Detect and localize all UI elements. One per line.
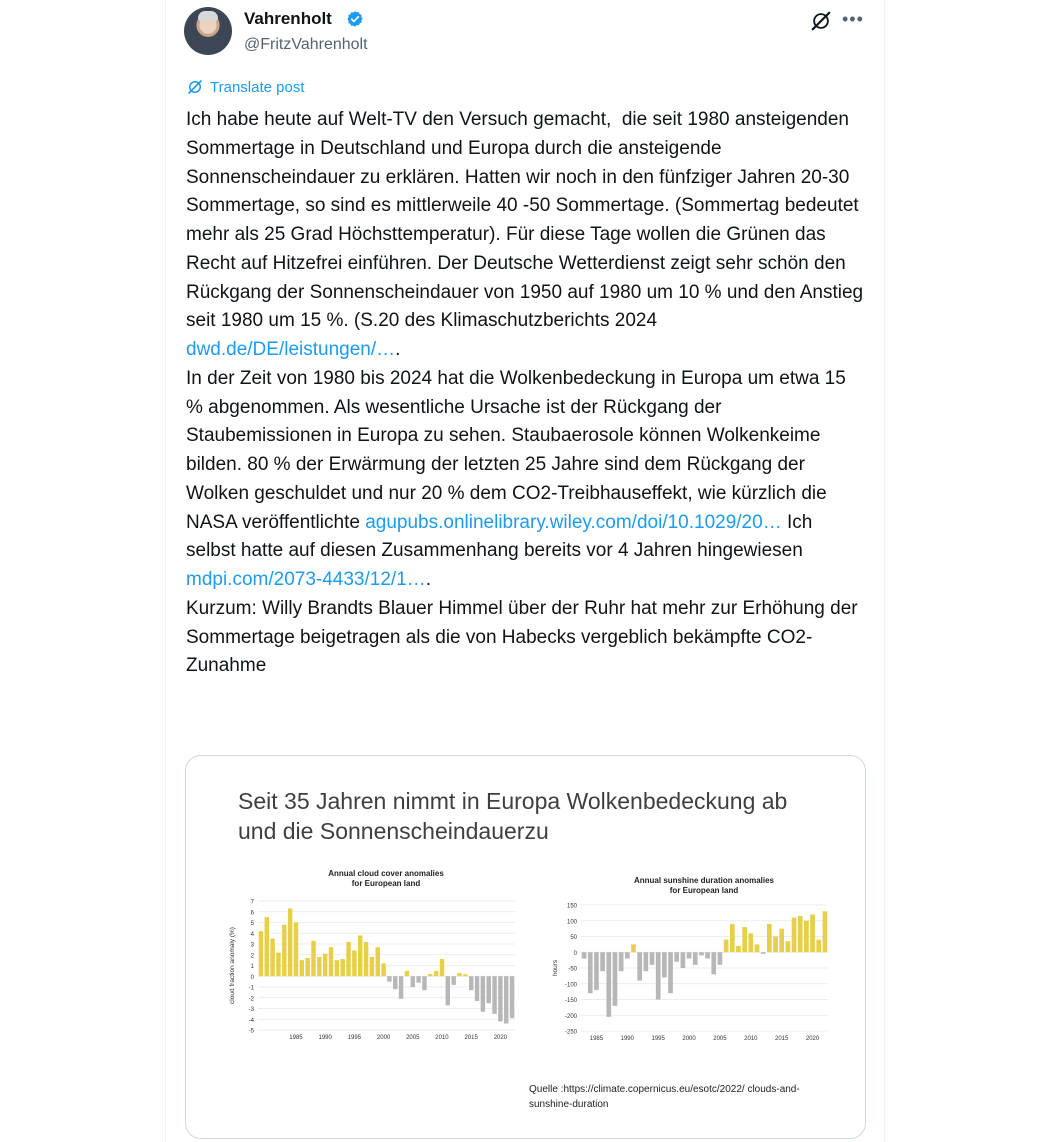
y-axis-label: cloud fraction anomaly (%) (229, 927, 236, 1004)
bar (718, 952, 723, 965)
bar (804, 921, 809, 953)
bar (422, 976, 426, 990)
bar (265, 917, 269, 976)
bar (693, 952, 698, 965)
y-tick-label: 7 (250, 899, 254, 906)
post-text-segment: . (395, 339, 401, 360)
bar (446, 976, 450, 1005)
bar (600, 952, 605, 971)
x-tick-label: 2000 (376, 1035, 391, 1041)
bar (340, 959, 344, 976)
author-handle[interactable]: @FritzVahrenholt (244, 36, 368, 53)
verified-badge-icon (346, 10, 364, 28)
bar (588, 952, 593, 993)
x-tick-label: 2005 (406, 1035, 420, 1041)
x-tick-label: 2005 (713, 1036, 727, 1042)
chart-title: Annual cloud cover anomalies (328, 869, 444, 878)
x-tick-label: 2020 (805, 1036, 820, 1042)
y-tick-label: 150 (566, 903, 577, 910)
bar (699, 952, 704, 955)
translate-icon (186, 78, 204, 96)
bar (469, 976, 473, 990)
post-text-segment: . (425, 569, 432, 590)
x-tick-label: 2010 (744, 1036, 758, 1042)
post-paragraph (186, 106, 869, 365)
bar (317, 957, 321, 976)
x-tick-label: 2010 (435, 1035, 449, 1041)
bar (606, 952, 611, 1017)
bar (335, 960, 339, 976)
bar (742, 927, 747, 952)
bar (463, 974, 467, 976)
bar (619, 952, 624, 971)
bar (346, 942, 350, 976)
bar (773, 937, 778, 953)
bar (674, 952, 679, 961)
bar (282, 925, 286, 977)
bar (358, 935, 362, 976)
y-tick-label: -1 (248, 985, 254, 992)
bar (681, 952, 686, 968)
y-tick-label: 5 (250, 921, 254, 927)
grok-icon[interactable] (810, 10, 832, 32)
post-paragraph (186, 595, 866, 681)
bar (650, 952, 655, 965)
y-tick-label: 1 (250, 964, 254, 970)
bar (393, 976, 397, 989)
y-tick-label: -250 (564, 1029, 577, 1036)
x-tick-label: 1990 (620, 1036, 634, 1042)
bar (370, 957, 374, 976)
slide-title-line-1: Seit 35 Jahren nimmt in Europa Wolkenbedeckung ab (238, 788, 788, 814)
bar (434, 971, 438, 976)
bar (510, 976, 514, 1018)
chart-group (229, 869, 515, 1041)
avatar[interactable] (184, 7, 232, 55)
bar (662, 952, 667, 977)
post-text-segment: In der Zeit von 1980 bis 2024 hat die Wolkenbedeckung in Europa um etwa 15 % abgenommen. Als wesentliche Ursache ist der Rückgang der Staubemissionen in Europa zu sehen. Staubaerosole können Wolkenkeime bilden. 80 % der Erwärmung der letzten 25 Jahre sind dem Rückgang der Wolken geschuldet und nur 20 % dem CO2-Treibhauseffekt, wie kürzlich die NASA veröffentlichte (186, 367, 852, 533)
bar (451, 976, 455, 985)
x-tick-label: 1995 (347, 1035, 362, 1041)
bar (288, 909, 292, 977)
avatar-hair (198, 11, 218, 21)
bar (798, 916, 803, 952)
bar (399, 976, 403, 999)
chart-title: for European land (669, 886, 739, 895)
bar (259, 931, 263, 976)
y-tick-label: -3 (248, 1007, 254, 1013)
y-tick-label: 0 (250, 974, 254, 981)
bar (481, 976, 485, 1011)
bar (294, 923, 298, 977)
bar (457, 973, 461, 976)
x-tick-label: 1985 (289, 1035, 303, 1041)
bar (376, 947, 380, 976)
post-paragraph (186, 365, 866, 595)
bar (387, 976, 391, 981)
bar (816, 940, 821, 953)
translate-post-link[interactable] (186, 78, 305, 96)
bar (582, 952, 587, 958)
translate-post-label: Translate post (210, 78, 305, 96)
bar (625, 952, 630, 958)
bar (300, 960, 304, 976)
x-tick-label: 1995 (651, 1036, 665, 1042)
bar (637, 952, 642, 980)
bar (504, 976, 508, 1023)
bar (656, 952, 661, 999)
bar (498, 976, 502, 1021)
source-line-2: sunshine-duration (529, 1099, 609, 1110)
post-media-image[interactable] (185, 755, 866, 1139)
bar (440, 959, 444, 976)
y-tick-label: 100 (566, 919, 577, 926)
bar (711, 952, 716, 974)
y-tick-label: 6 (250, 910, 254, 917)
post-text-segment: Ich habe heute auf Welt-TV den Versuch gemacht, die seit 1980 ansteigenden Sommertage in Deutschland und Europa durch die ansteigende Sonnenscheindauer zu erklären. Hatten wir noch in den fünfziger Jahren 20-30 Sommertage, so sind es mittlerweile 40 -50 Sommertage. (Sommertag bedeutet mehr als 25 Grad Höchsttemperatur). Für diese Tage wollen die Grünen das Recht auf Hitzefrei einführen. Der Deutsche Wetterdienst zeigt sehr schön den Rückgang der Sonnenscheindauer von 1950 auf 1980 um 10 % und den Anstieg seit 1980 um 15 %. (S.20 des Klimaschutzberichts 2024 (186, 109, 869, 332)
bar (767, 924, 772, 952)
y-tick-label: -5 (248, 1028, 254, 1035)
bar (668, 952, 673, 993)
bar (323, 954, 327, 977)
post-text-segment: Kurzum: Willy Brandts Blauer Himmel über der Ruhr hat mehr zur Erhöhung der Sommertage beigetragen als die von Habecks vergeblich bekämpfte CO2-Zunahme (186, 597, 863, 677)
bar (786, 941, 791, 952)
y-tick-label: 2 (250, 953, 254, 960)
bar (270, 939, 274, 977)
bar (594, 952, 599, 990)
bar (411, 976, 415, 987)
post-link[interactable]: agupubs.onlinelibrary.wiley.com/doi/10.1029/20… (365, 511, 782, 533)
bar (736, 946, 741, 952)
y-tick-label: -150 (564, 998, 577, 1004)
chart-group (552, 876, 828, 1042)
bar (381, 963, 385, 976)
bar (492, 976, 496, 1014)
chart-title: for European land (351, 879, 421, 888)
slide-title-line-2: und die Sonnenscheindauerzu (238, 818, 549, 844)
post-link[interactable]: mdpi.com/2073-4433/12/1… (186, 569, 426, 590)
bar (329, 947, 333, 976)
bar (687, 952, 692, 958)
bar (730, 924, 735, 952)
y-tick-label: -200 (564, 1013, 577, 1020)
bar (613, 952, 618, 1006)
x-tick-label: 2015 (775, 1036, 789, 1042)
source-line-1: Quelle :https://climate.copernicus.eu/esotc/2022/ clouds-and- (529, 1084, 800, 1095)
y-tick-label: -50 (568, 966, 577, 973)
bar (475, 976, 479, 1001)
y-tick-label: -100 (564, 982, 577, 989)
y-tick-label: 50 (570, 935, 577, 941)
bar (405, 971, 409, 976)
x-tick-label: 2020 (493, 1035, 508, 1041)
y-tick-label: 3 (250, 942, 254, 949)
y-tick-label: 4 (250, 931, 254, 938)
y-axis-label: hours (552, 959, 559, 977)
bar (631, 944, 636, 952)
more-options-icon[interactable]: ••• (842, 9, 864, 29)
bar (823, 911, 828, 952)
charts-canvas (186, 756, 865, 1138)
bar (761, 952, 766, 954)
post-text-segment: Ich selbst hatte auf diesen Zusammenhang bereits vor 4 Jahren hingewiesen (186, 511, 818, 562)
bar (724, 940, 729, 953)
x-tick-label: 1990 (318, 1035, 332, 1041)
bar (276, 953, 280, 977)
bar (486, 976, 490, 1003)
post-text (186, 106, 869, 681)
bar (416, 976, 420, 982)
y-tick-label: -4 (248, 1017, 254, 1024)
bar (364, 942, 368, 976)
author-name[interactable]: Vahrenholt (244, 9, 332, 28)
y-tick-label: 0 (573, 950, 577, 957)
bar (810, 914, 815, 952)
source-note (529, 1082, 859, 1112)
x-tick-label: 1985 (589, 1036, 604, 1042)
bar (352, 950, 356, 976)
post-link[interactable]: dwd.de/DE/leistungen/… (186, 339, 396, 360)
bar (305, 958, 309, 976)
bar (705, 952, 710, 958)
bar (428, 974, 432, 976)
bar (748, 933, 753, 952)
bar (643, 952, 648, 971)
chart-title: Annual sunshine duration anomalies (633, 876, 775, 885)
bar (311, 941, 315, 976)
y-tick-label: -2 (248, 996, 254, 1003)
bar (792, 918, 797, 953)
bar (755, 944, 760, 952)
bar (779, 929, 784, 953)
x-tick-label: 2000 (682, 1036, 696, 1042)
x-tick-label: 2015 (464, 1035, 478, 1041)
